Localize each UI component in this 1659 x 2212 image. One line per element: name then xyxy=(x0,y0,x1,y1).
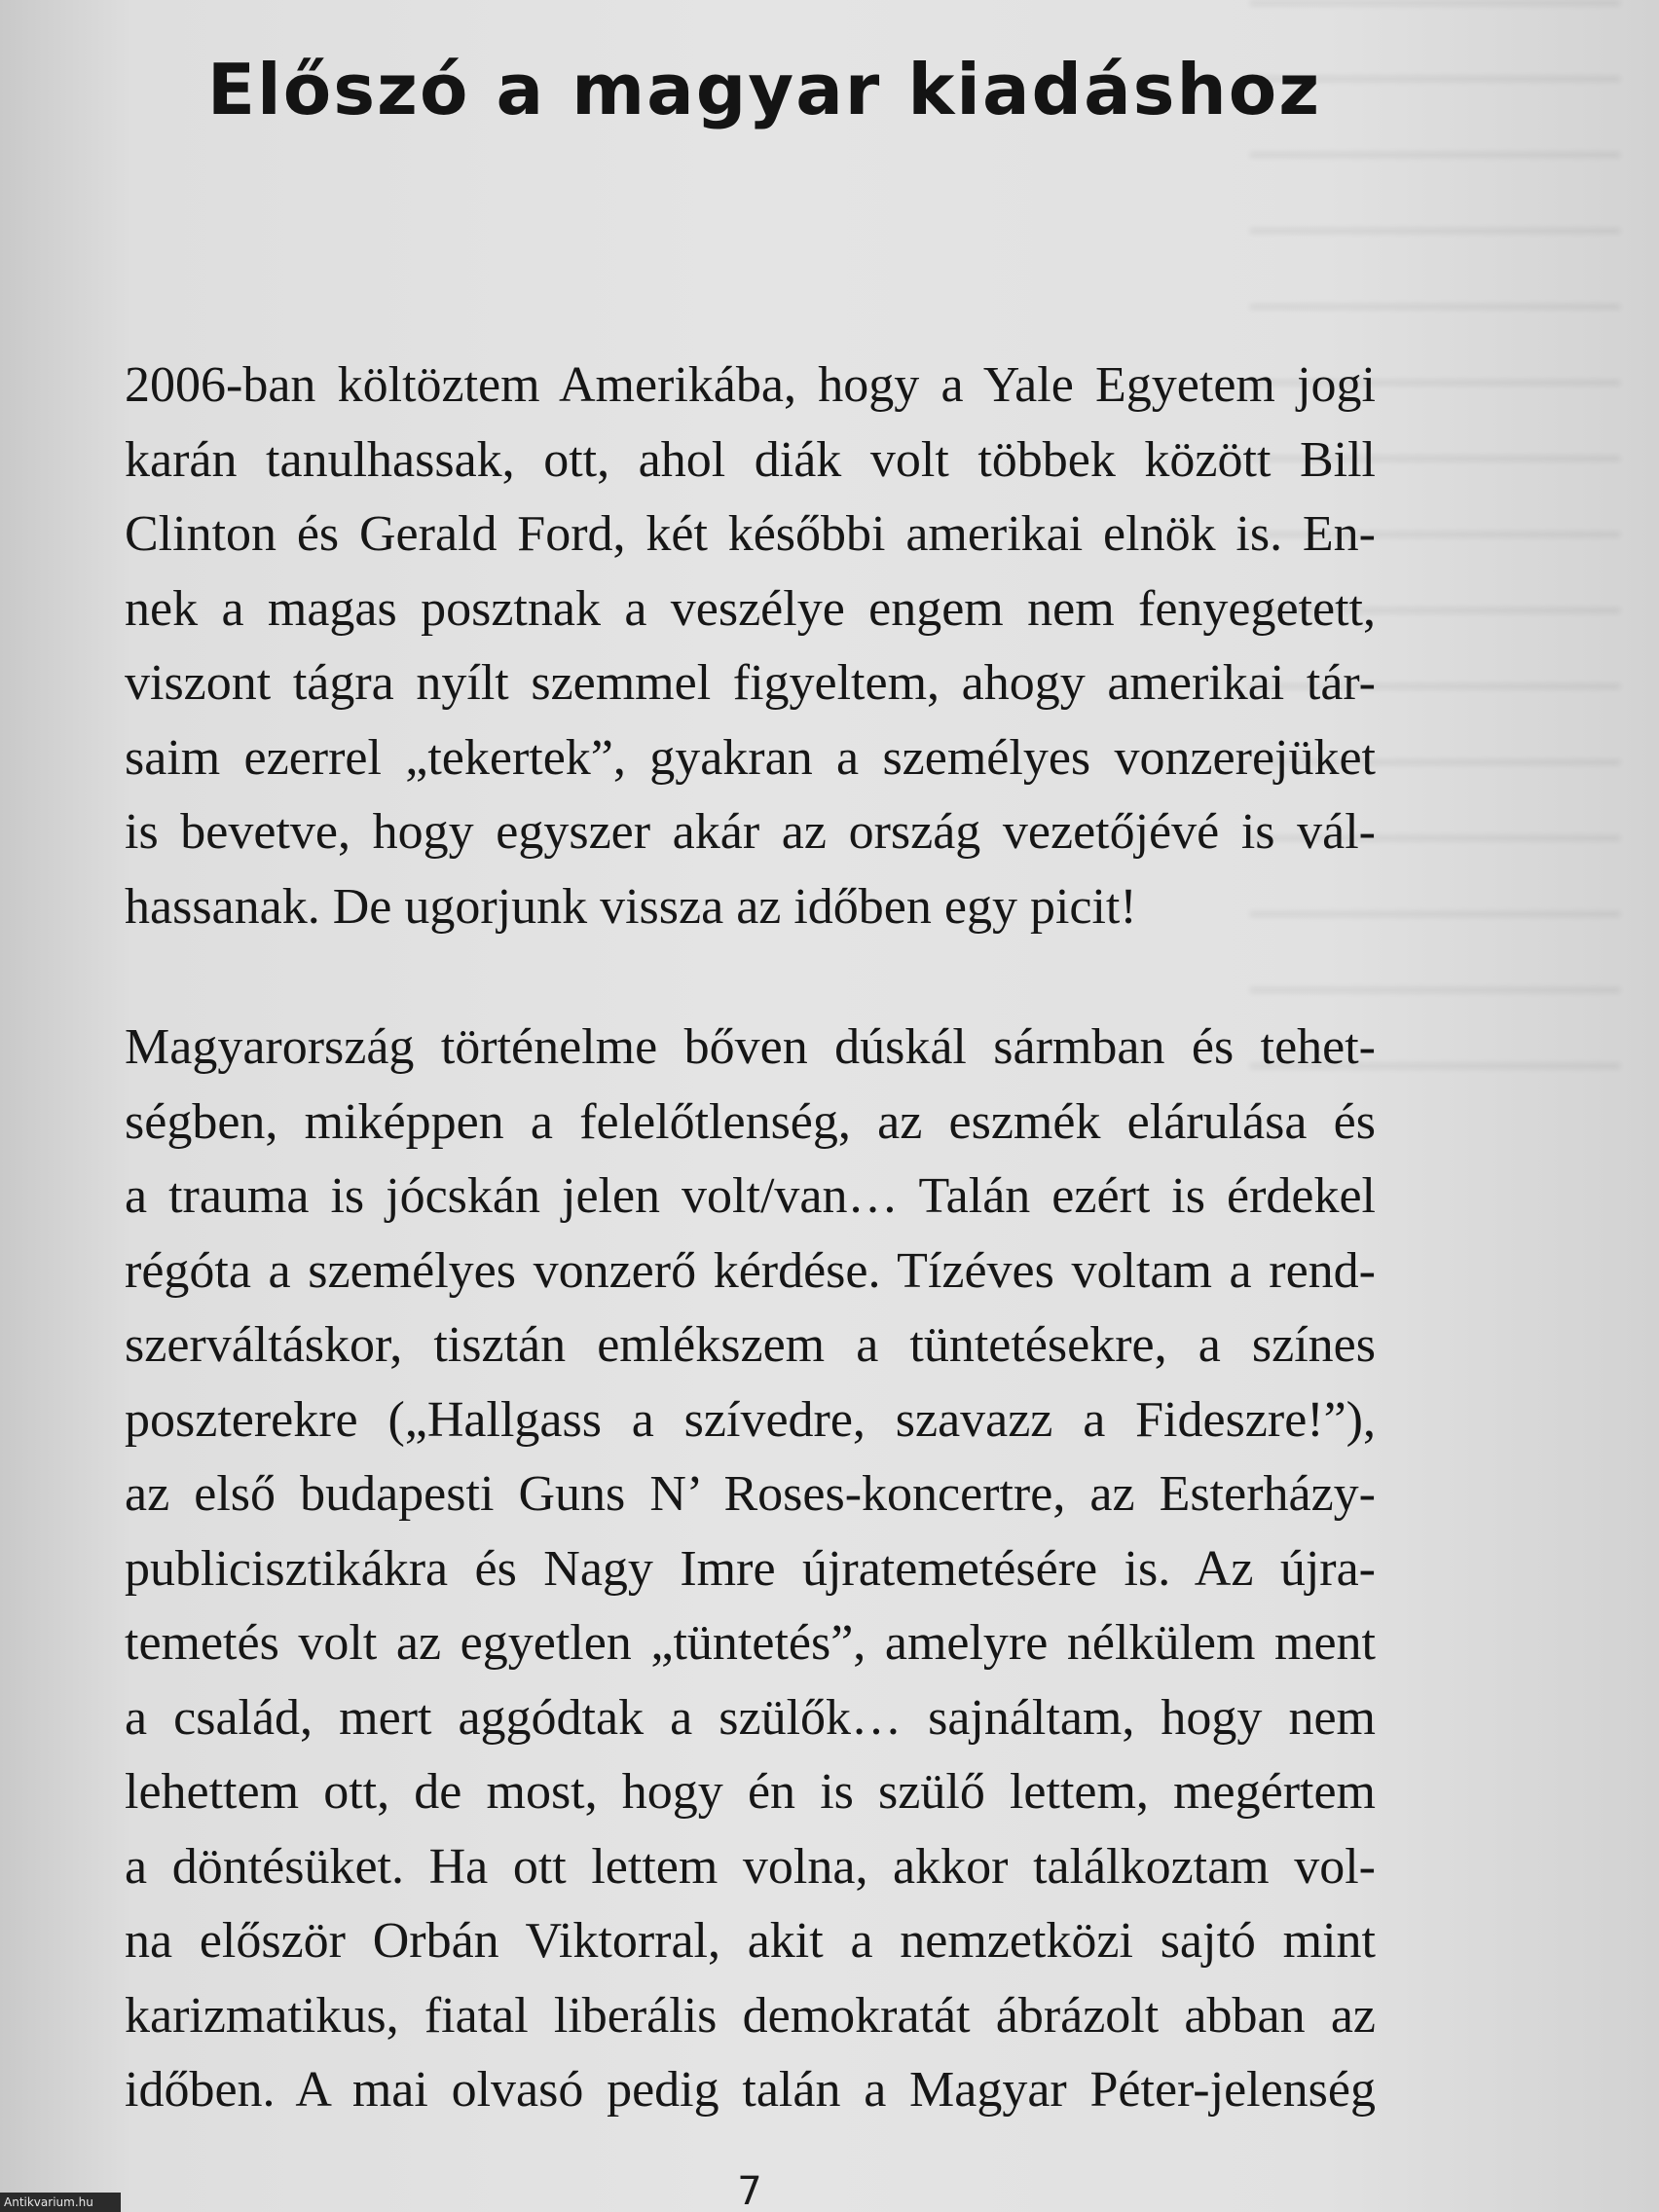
text-line: saim ezerrel „tekertek”, gyakran a személyes vonzerejüket xyxy=(125,729,1376,786)
text-line: na először Orbán Viktorral, akit a nemzetközi sajtó mint xyxy=(125,1913,1376,1969)
watermark: Antikvarium.hu xyxy=(0,2193,121,2212)
text-line: az első budapesti Guns N’ Roses-koncertre, az Esterházy- xyxy=(125,1466,1376,1522)
chapter-title: Előszó a magyar kiadáshoz xyxy=(206,49,1322,130)
text-line: temetés volt az egyetlen „tüntetés”, amelyre nélkülem ment xyxy=(125,1615,1376,1671)
text-line: Magyarország történelme bőven dúskál sármban és tehet- xyxy=(125,1019,1376,1075)
text-line: publicisztikákra és Nagy Imre újratemetésére is. Az újra- xyxy=(125,1540,1376,1597)
paragraph-2 xyxy=(125,1011,1376,2128)
text-line: régóta a személyes vonzerő kérdése. Tízéves voltam a rend- xyxy=(125,1242,1376,1299)
text-line: poszterekre („Hallgass a szívedre, szavazz a Fideszre!”), xyxy=(125,1391,1376,1448)
text-line: is bevetve, hogy egyszer akár az ország vezetőjévé is vál- xyxy=(125,804,1376,860)
page-number: 7 xyxy=(737,2169,762,2212)
text-line: 2006-ban költöztem Amerikába, hogy a Yale Egyetem jogi xyxy=(125,357,1376,413)
text-line: időben. A mai olvasó pedig talán a Magyar Péter-jelenség xyxy=(125,2062,1376,2118)
text-line: lehettem ott, de most, hogy én is szülő lettem, megértem xyxy=(125,1764,1376,1820)
text-line: karán tanulhassak, ott, ahol diák volt többek között Bill xyxy=(125,431,1376,488)
text-line: a család, mert aggódtak a szülők… sajnáltam, hogy nem xyxy=(125,1689,1376,1746)
text-line: karizmatikus, fiatal liberális demokratát ábrázolt abban az xyxy=(125,1987,1376,2044)
text-line: hassanak. De ugorjunk vissza az időben egy picit! xyxy=(125,878,1137,935)
paragraph-1 xyxy=(125,349,1376,944)
text-line: a döntésüket. Ha ott lettem volna, akkor találkoztam vol- xyxy=(125,1838,1376,1895)
text-line: a trauma is jócskán jelen volt/van… Talán ezért is érdekel xyxy=(125,1168,1376,1224)
text-line: Clinton és Gerald Ford, két későbbi amerikai elnök is. En- xyxy=(125,506,1376,562)
text-line: nek a magas posztnak a veszélye engem nem fenyegetett, xyxy=(125,580,1376,637)
text-line: viszont tágra nyílt szemmel figyeltem, ahogy amerikai tár- xyxy=(125,655,1376,711)
text-line: szerváltáskor, tisztán emlékszem a tüntetésekre, a színes xyxy=(125,1317,1376,1373)
text-line: ségben, miképpen a felelőtlenség, az eszmék elárulása és xyxy=(125,1093,1376,1150)
